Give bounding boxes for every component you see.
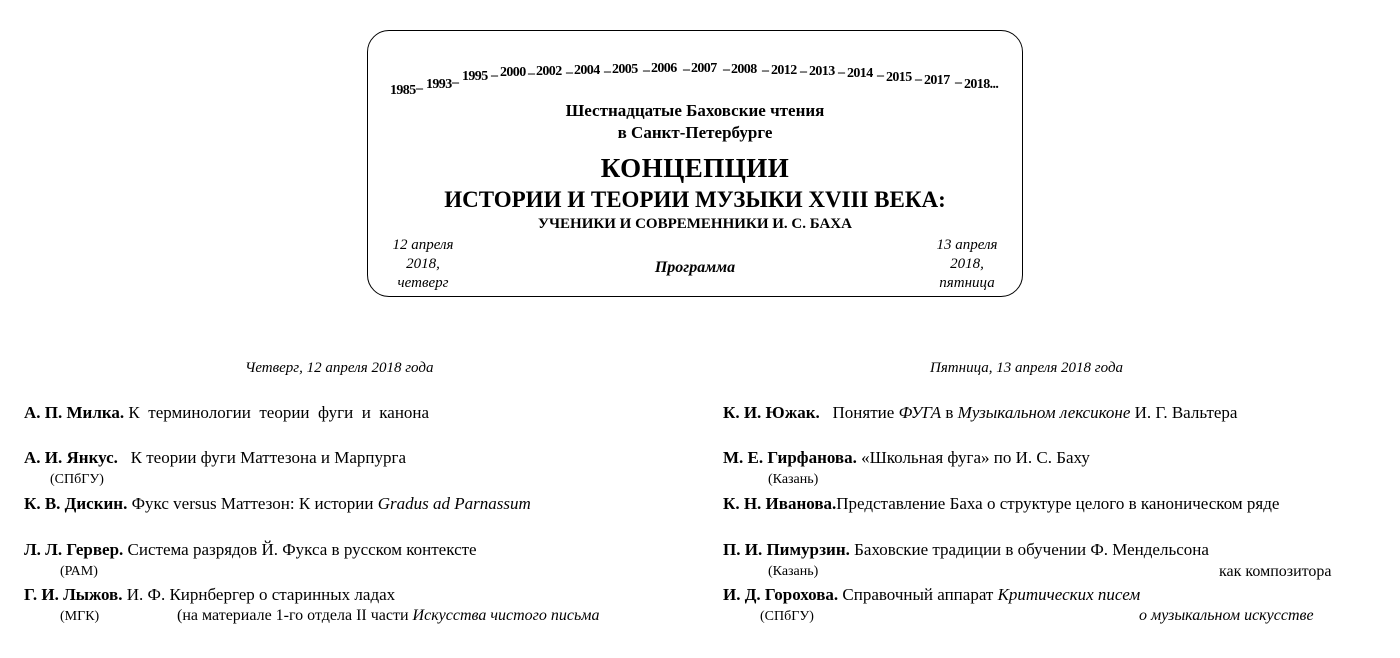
institution: (РАМ) [60,564,98,579]
speaker: К. И. Южак. [723,403,820,422]
year-dash: – [800,64,807,79]
speaker: Л. Л. Гервер. [24,540,124,559]
institution: (СПбГУ) [50,472,104,487]
talk-title: «Школьная фуга» по И. С. Баху [861,448,1090,467]
year-item: 1993 [426,77,452,92]
talk-title: Представление Баха о структуре целого в каноническом ряде [836,494,1280,513]
year-dash: – [955,75,962,90]
talk-title: К теории фуги Маттезона и Марпурга [130,448,407,467]
year-dash: – [762,63,769,78]
date-left: 12 апреля 2018, четверг [392,237,454,291]
year-dash: – [643,63,650,78]
year-item: 2005 [612,62,638,77]
years-line [390,61,1010,101]
program-label: Программа [654,259,736,276]
talk-row [723,403,1237,423]
talk-title-continued: как композитора [1219,563,1332,580]
header-box [367,30,1023,297]
header-line2: в Санкт-Петербурге [617,123,773,142]
year-dash: – [604,64,611,79]
talk-title: К терминологии теории фуги и канона [128,403,430,422]
talk-row [723,494,1279,514]
friday-heading: Пятница, 13 апреля 2018 года [930,360,1124,376]
year-item: 2007 [691,61,717,76]
year-item: 2000 [500,65,526,80]
talk-title-continued: о музыкальном искусстве [1139,607,1314,624]
year-item: 1985 [390,83,416,98]
talk-row [723,540,1209,560]
speaker: И. Д. Горохова. [723,585,839,604]
year-dash: – [683,62,690,77]
year-item: 2015 [886,70,912,85]
year-dash: – [915,72,922,87]
institution: (СПбГУ) [760,609,814,624]
year-dash: – [528,66,535,81]
talk-row [24,448,406,468]
talk-row [24,540,477,560]
talk-row [723,448,1090,468]
talk-row [24,494,531,514]
talk-row [24,403,429,423]
year-item: 2002 [536,64,562,79]
institution: (Казань) [768,564,819,579]
talk-title: Справочный аппарат Критических писем [842,585,1141,604]
speaker: Г. И. Лыжов. [24,585,123,604]
year-item: 2008 [731,62,757,77]
talk-title: Система разрядов Й. Фукса в русском контексте [127,540,477,559]
conference-subtitle: ИСТОРИИ И ТЕОРИИ МУЗЫКИ XVIII ВЕКА: [444,187,946,212]
talk-title: Баховские традиции в обучении Ф. Мендельсона [854,540,1209,559]
year-item: 2017 [924,73,950,88]
year-dash: – [838,65,845,80]
year-dash: – [491,68,498,83]
talk-row [24,585,395,605]
speaker: А. И. Янкус. [24,448,118,467]
year-dash: – [877,68,884,83]
year-dash: – [452,75,459,90]
year-dash: – [723,62,730,77]
year-item: 2004 [574,63,600,78]
year-item: 2014 [847,66,873,81]
speaker: К. Н. Иванова. [723,494,837,513]
thursday-heading: Четверг, 12 апреля 2018 года [245,360,434,376]
year-dash: – [566,65,573,80]
year-item: 2006 [651,61,677,76]
year-item: 2013 [809,64,835,79]
talk-title: И. Ф. Кирнбергер о старинных ладах [126,585,396,604]
speaker: А. П. Милка. [24,403,125,422]
talk-title: Фукс versus Маттезон: К истории Gradus ad Parnassum [131,494,531,513]
conference-title: КОНЦЕПЦИИ [600,153,790,183]
date-right: 13 апреля 2018, пятница [936,237,998,291]
conference-subsubtitle: УЧЕНИКИ И СОВРЕМЕННИКИ И. С. БАХА [538,216,852,232]
speaker: П. И. Пимурзин. [723,540,850,559]
institution: (МГК) [60,609,100,624]
year-dash: – [416,81,423,96]
year-item: 2012 [771,63,797,78]
speaker: К. В. Дискин. [24,494,128,513]
talk-row [723,585,1140,605]
speaker: М. Е. Гирфанова. [723,448,857,467]
header-line1: Шестнадцатые Баховские чтения [565,101,825,120]
talk-title-continued: (на материале 1-го отдела II части Искусства чистого письма [177,607,600,624]
year-item: 1995 [462,69,488,84]
institution: (Казань) [768,472,819,487]
year-item: 2018... [964,77,999,92]
talk-title: Понятие ФУГА в Музыкальном лексиконе И. Г. Вальтера [832,403,1238,422]
